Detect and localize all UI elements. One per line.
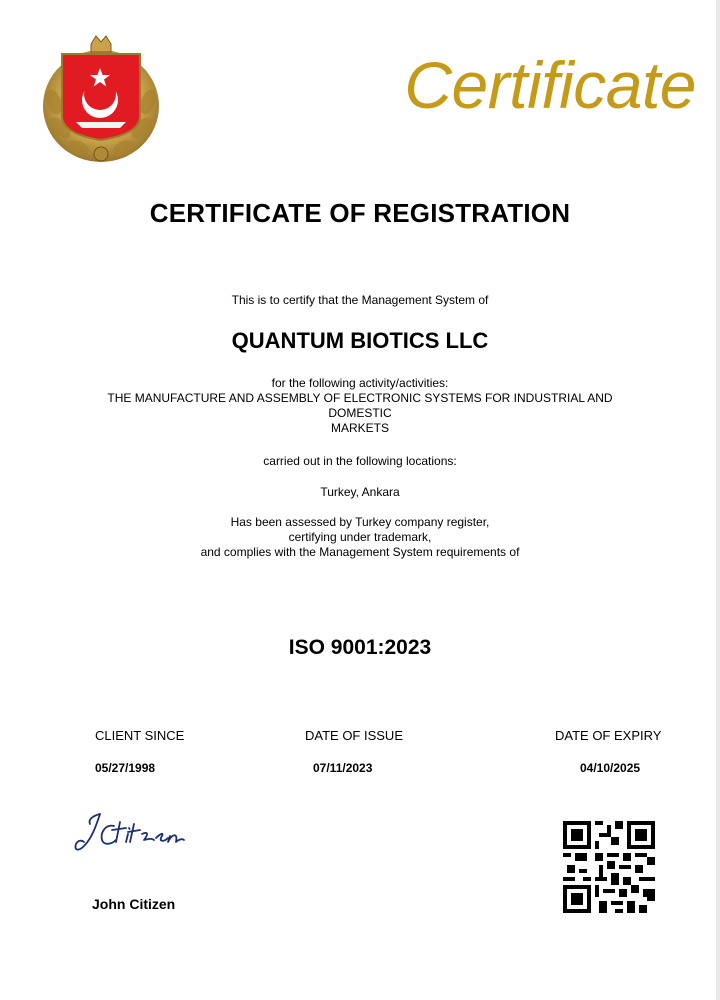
signature-image [70, 808, 210, 858]
date-of-expiry-value: 04/10/2025 [580, 761, 641, 775]
assessed-line-3: and complies with the Management System requirements of [200, 545, 520, 559]
page-title: CERTIFICATE OF REGISTRATION [149, 198, 571, 228]
signer-name: John Citizen [92, 896, 176, 912]
intro-text: This is to certify that the Management System of [231, 293, 489, 307]
page-edge [716, 0, 720, 1000]
date-of-issue-value: 07/11/2023 [313, 761, 373, 775]
activity-line-1: THE MANUFACTURE AND ASSEMBLY OF ELECTRONIC SYSTEMS FOR INDUSTRIAL AND [107, 391, 613, 405]
locations-intro: carried out in the following locations: [263, 454, 457, 468]
activity-line-2: DOMESTIC [328, 406, 392, 420]
certificate-script-title: Certificate [404, 48, 696, 122]
company-name: QUANTUM BIOTICS LLC [231, 328, 489, 353]
assessed-line-1: Has been assessed by Turkey company register, [230, 515, 490, 529]
client-since-label: CLIENT SINCE [95, 728, 185, 743]
assessed-line-2: certifying under trademark, [288, 530, 432, 544]
qr-code-icon [563, 821, 655, 913]
crescent-star-crest-icon [40, 32, 162, 166]
location-text: Turkey, Ankara [320, 485, 400, 499]
date-of-issue-label: DATE OF ISSUE [305, 728, 403, 743]
activity-line-3: MARKETS [330, 421, 389, 435]
activity-intro: for the following activity/activities: [271, 376, 449, 390]
standard-name: ISO 9001:2023 [288, 636, 432, 659]
client-since-value: 05/27/1998 [95, 761, 156, 775]
date-of-expiry-label: DATE OF EXPIRY [555, 728, 662, 743]
